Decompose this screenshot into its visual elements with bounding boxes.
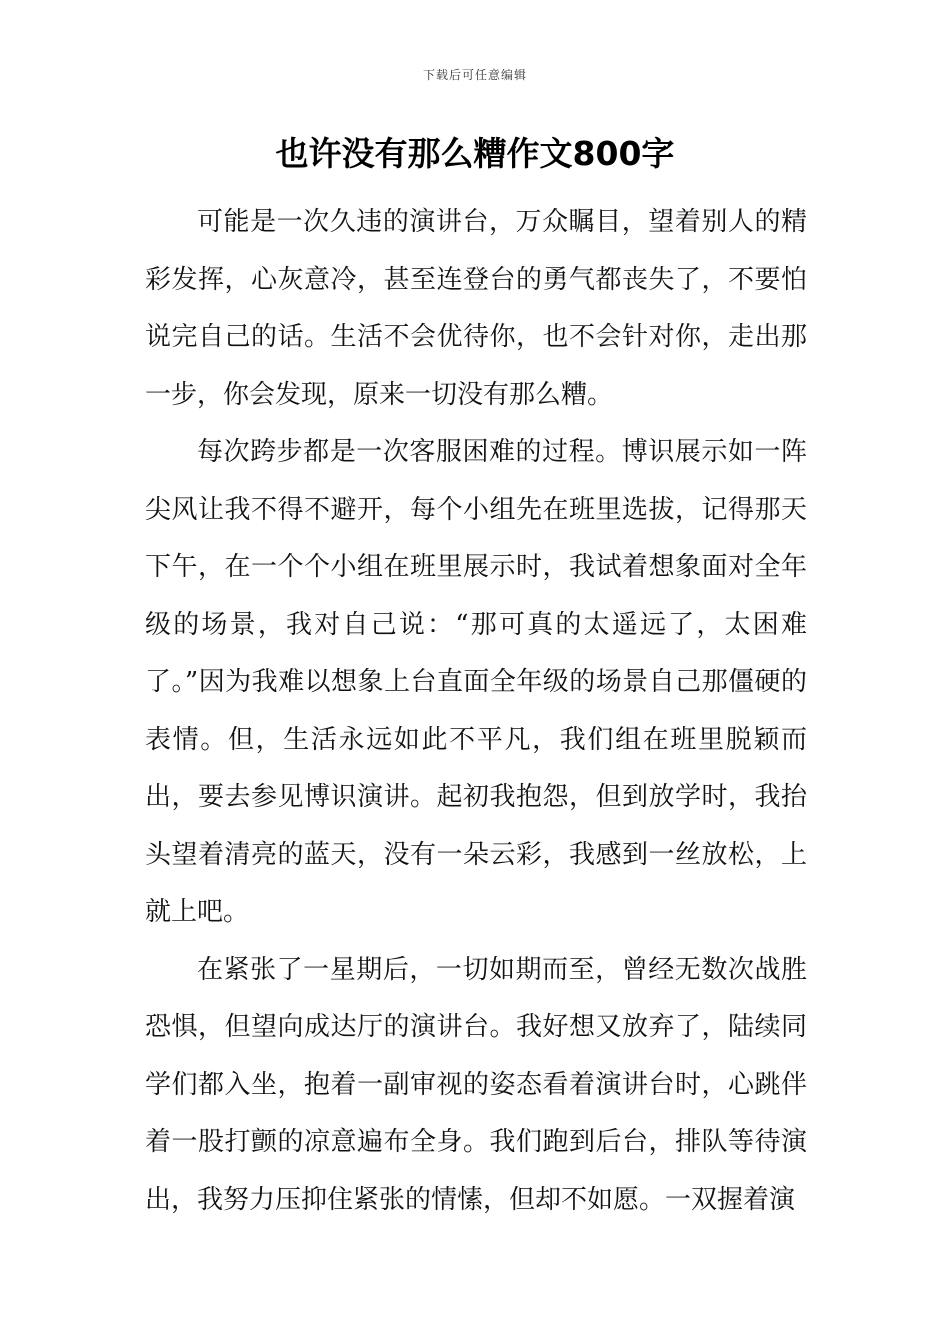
document-body <box>145 194 807 1229</box>
header-note: 下载后可任意编辑 <box>422 68 527 82</box>
paragraph: 每次跨步都是一次客服困难的过程。博识展示如一阵尖风让我不得不避开，每个小组先在班里选拔，记得那天下午，在一个个小组在班里展示时，我试着想象面对全年级的场景，我对自己说：“那可真的太遥远了，太困难了。”因为我难以想象上台直面全年级的场景自己那僵硬的表情。但，生活永远如此不平凡，我们组在班里脱颖而出，要去参见博识演讲。起初我抱怨，但到放学时，我抬头望着清亮的蓝天，没有一朵云彩，我感到一丝放松，上就上吧。 <box>145 437 807 927</box>
paragraph: 可能是一次久违的演讲台，万众瞩目，望着别人的精彩发挥，心灰意冷，甚至连登台的勇气都丧失了，不要怕说完自己的话。生活不会优待你，也不会针对你，走出那一步，你会发现，原来一切没有那么糟。 <box>145 207 807 410</box>
document-title: 也许没有那么糟作文800字 <box>275 134 675 173</box>
paragraph: 在紧张了一星期后，一切如期而至，曾经无数次战胜恐惧，但望向成达厅的演讲台。我好想又放弃了，陆续同学们都入坐，抱着一副审视的姿态看着演讲台时，心跳伴着一股打颤的凉意遍布全身。我们跑到后台，排队等待演出，我努力压抑住紧张的情愫，但却不如愿。一双握着演 <box>145 954 807 1215</box>
